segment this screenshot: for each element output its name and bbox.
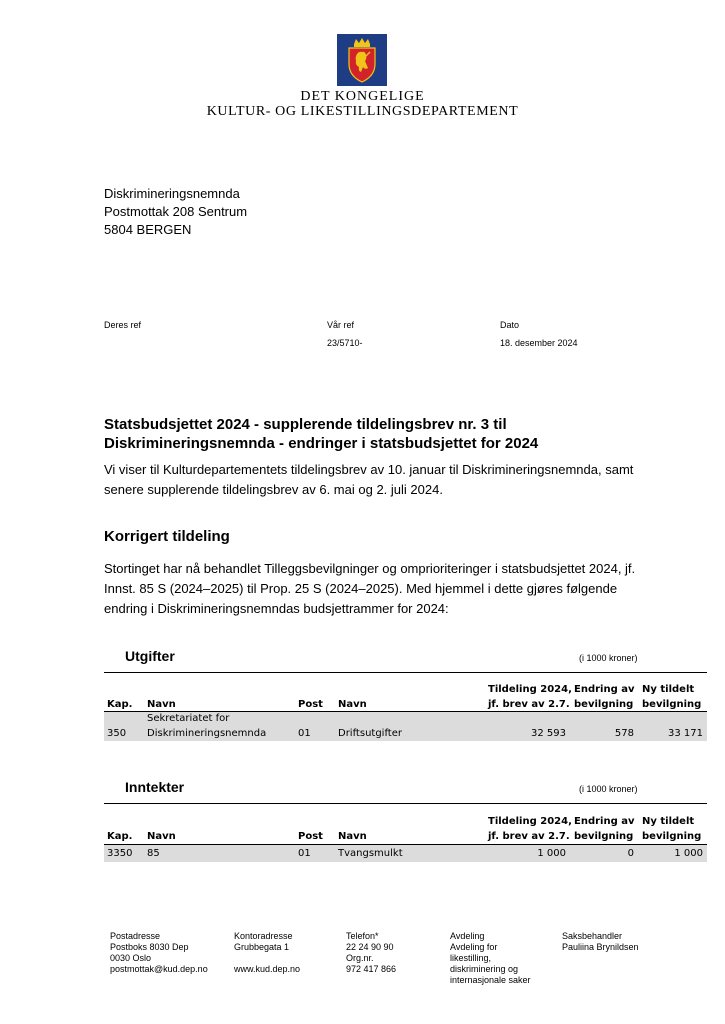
footer-telefon-label: Telefon*: [346, 931, 379, 941]
body-line2: Innst. 85 S (2024–2025) til Prop. 25 S (2024–2025). Med hjemmel i dette gjøres følgende: [104, 581, 618, 596]
utgifter-title: Utgifter: [125, 648, 175, 664]
utgifter-header-navn: Navn: [147, 699, 176, 710]
footer-orgnr-label: Org.nr.: [346, 953, 374, 963]
footer-spacer: [234, 953, 300, 964]
header-tildeling-line1: Tildeling 2024,: [488, 684, 572, 695]
recipient-name: Diskrimineringsnemnda: [104, 186, 240, 201]
header-ny-line2: bevilgning: [642, 699, 702, 710]
utgifter-row-post: 01: [298, 728, 311, 739]
utgifter-header-post: Post: [298, 699, 323, 710]
inntekter-row-navn: 85: [147, 848, 160, 859]
header-tildeling-line1: Tildeling 2024,: [488, 816, 572, 827]
inntekter-unit-note: (i 1000 kroner): [579, 784, 638, 794]
footer-saksbehandler-label: Saksbehandler: [562, 931, 623, 941]
footer-kontoradresse-line1: Grubbegata 1: [234, 942, 290, 952]
footer-avdeling-line1: Avdeling for: [450, 942, 498, 952]
body-line3: endring i Diskrimineringsnemndas budsjettrammer for 2024:: [104, 601, 449, 616]
utgifter-top-rule: [104, 672, 707, 673]
utgifter-header-navn2: Navn: [338, 699, 367, 710]
header-tildeling-line2: jf. brev av 2.7.: [488, 699, 570, 710]
utgifter-header-endring: [574, 682, 635, 712]
deres-ref-label: Deres ref: [104, 320, 142, 330]
footer-postadresse-line2: 0030 Oslo: [110, 953, 152, 963]
intro-paragraph: [104, 460, 684, 500]
letter-title-line1: Statsbudsjettet 2024 - supplerende tildelingsbrev nr. 3 til: [104, 416, 507, 433]
inntekter-row-ny: 1 000: [674, 848, 703, 859]
recipient-address: Postmottak 208 Sentrum: [104, 204, 248, 219]
header-endring-line2: bevilgning: [574, 831, 634, 842]
inntekter-row-post: 01: [298, 848, 311, 859]
header-endring-line1: Endring av: [574, 816, 635, 827]
inntekter-header-post: Post: [298, 831, 323, 842]
footer-avdeling-line3: diskriminering og: [450, 964, 519, 974]
department-name-line1: DET KONGELIGE: [300, 89, 425, 104]
intro-line1: Vi viser til Kulturdepartementets tildelingsbrev av 10. januar til Diskrimineringsnemnda, samt: [104, 462, 634, 477]
dato-value: 18. desember 2024: [500, 338, 578, 348]
utgifter-header-kap: Kap.: [107, 699, 133, 710]
inntekter-row-kap: 3350: [107, 848, 133, 859]
section-heading-korrigert-tildeling: Korrigert tildeling: [104, 528, 230, 545]
letter-title: [104, 415, 684, 453]
inntekter-row-endring: 0: [627, 848, 634, 859]
footer-saksbehandler: [562, 931, 639, 953]
header-endring-line1: Endring av: [574, 684, 635, 695]
footer-postadresse: [110, 931, 208, 975]
inntekter-title: Inntekter: [125, 779, 185, 795]
utgifter-unit-note: (i 1000 kroner): [579, 653, 638, 663]
inntekter-header-navn: Navn: [147, 831, 176, 842]
footer-email-link[interactable]: postmottak@kud.dep.no: [110, 964, 208, 974]
body-line1: Stortinget har nå behandlet Tilleggsbevilgninger og omprioriteringer i statsbudsjettet 2024, jf.: [104, 561, 636, 576]
inntekter-row-tildeling: 1 000: [537, 848, 566, 859]
header-tildeling-line2: jf. brev av 2.7.: [488, 831, 570, 842]
utgifter-row-navn: [147, 711, 266, 741]
intro-line2: senere supplerende tildelingsbrev av 6. mai og 2. juli 2024.: [104, 482, 443, 497]
var-ref-label: Vår ref: [327, 320, 355, 330]
dato-label: Dato: [500, 320, 520, 330]
footer-kontoradresse: [234, 931, 300, 975]
utgifter-row-tildeling: 32 593: [531, 728, 566, 739]
header-ny-line1: Ny tildelt: [642, 816, 695, 827]
utgifter-row-navn2: Driftsutgifter: [338, 728, 402, 739]
utgifter-row-kap: 350: [107, 728, 127, 739]
footer-telefon-number: 22 24 90 90: [346, 942, 394, 952]
department-name-line2: KULTUR- OG LIKESTILLINGSDEPARTEMENT: [206, 104, 519, 119]
footer-kontoradresse-label: Kontoradresse: [234, 931, 293, 941]
header-ny-line1: Ny tildelt: [642, 684, 695, 695]
inntekter-header-tildeling: [488, 814, 572, 844]
inntekter-row-navn2: Tvangsmulkt: [338, 848, 403, 859]
footer-avdeling-line2: likestilling,: [450, 953, 492, 963]
inntekter-header-kap: Kap.: [107, 831, 133, 842]
header-ny-line2: bevilgning: [642, 831, 702, 842]
utgifter-header-ny: [642, 682, 701, 712]
header-endring-line2: bevilgning: [574, 699, 634, 710]
utgifter-row-navn-line1: Sekretariatet for: [147, 713, 230, 724]
inntekter-header-navn2: Navn: [338, 831, 367, 842]
var-ref-value: 23/5710-: [327, 338, 363, 348]
footer-avdeling-label: Avdeling: [450, 931, 485, 941]
footer-postadresse-line1: Postboks 8030 Dep: [110, 942, 189, 952]
footer-avdeling: [450, 931, 531, 986]
utgifter-row-navn-line2: Diskrimineringsnemnda: [147, 728, 267, 739]
utgifter-row-ny: 33 171: [668, 728, 703, 739]
recipient-city: 5804 BERGEN: [104, 222, 192, 237]
royal-crest-logo: [337, 34, 387, 86]
footer-telefon: [346, 931, 396, 975]
inntekter-top-rule: [104, 803, 707, 804]
footer-orgnr-value: 972 417 866: [346, 964, 397, 974]
footer-postadresse-label: Postadresse: [110, 931, 161, 941]
utgifter-header-tildeling: [488, 682, 572, 712]
footer-avdeling-line4: internasjonale saker: [450, 975, 531, 985]
footer-saksbehandler-name: Pauliina Brynildsen: [562, 942, 639, 952]
lion-shield-icon: [337, 34, 387, 86]
footer-website-link[interactable]: www.kud.dep.no: [234, 964, 301, 974]
inntekter-header-ny: [642, 814, 701, 844]
letter-title-line2: Diskrimineringsnemnda - endringer i statsbudsjettet for 2024: [104, 435, 539, 452]
inntekter-header-endring: [574, 814, 635, 844]
body-paragraph: [104, 559, 684, 619]
utgifter-row-endring: 578: [614, 728, 634, 739]
